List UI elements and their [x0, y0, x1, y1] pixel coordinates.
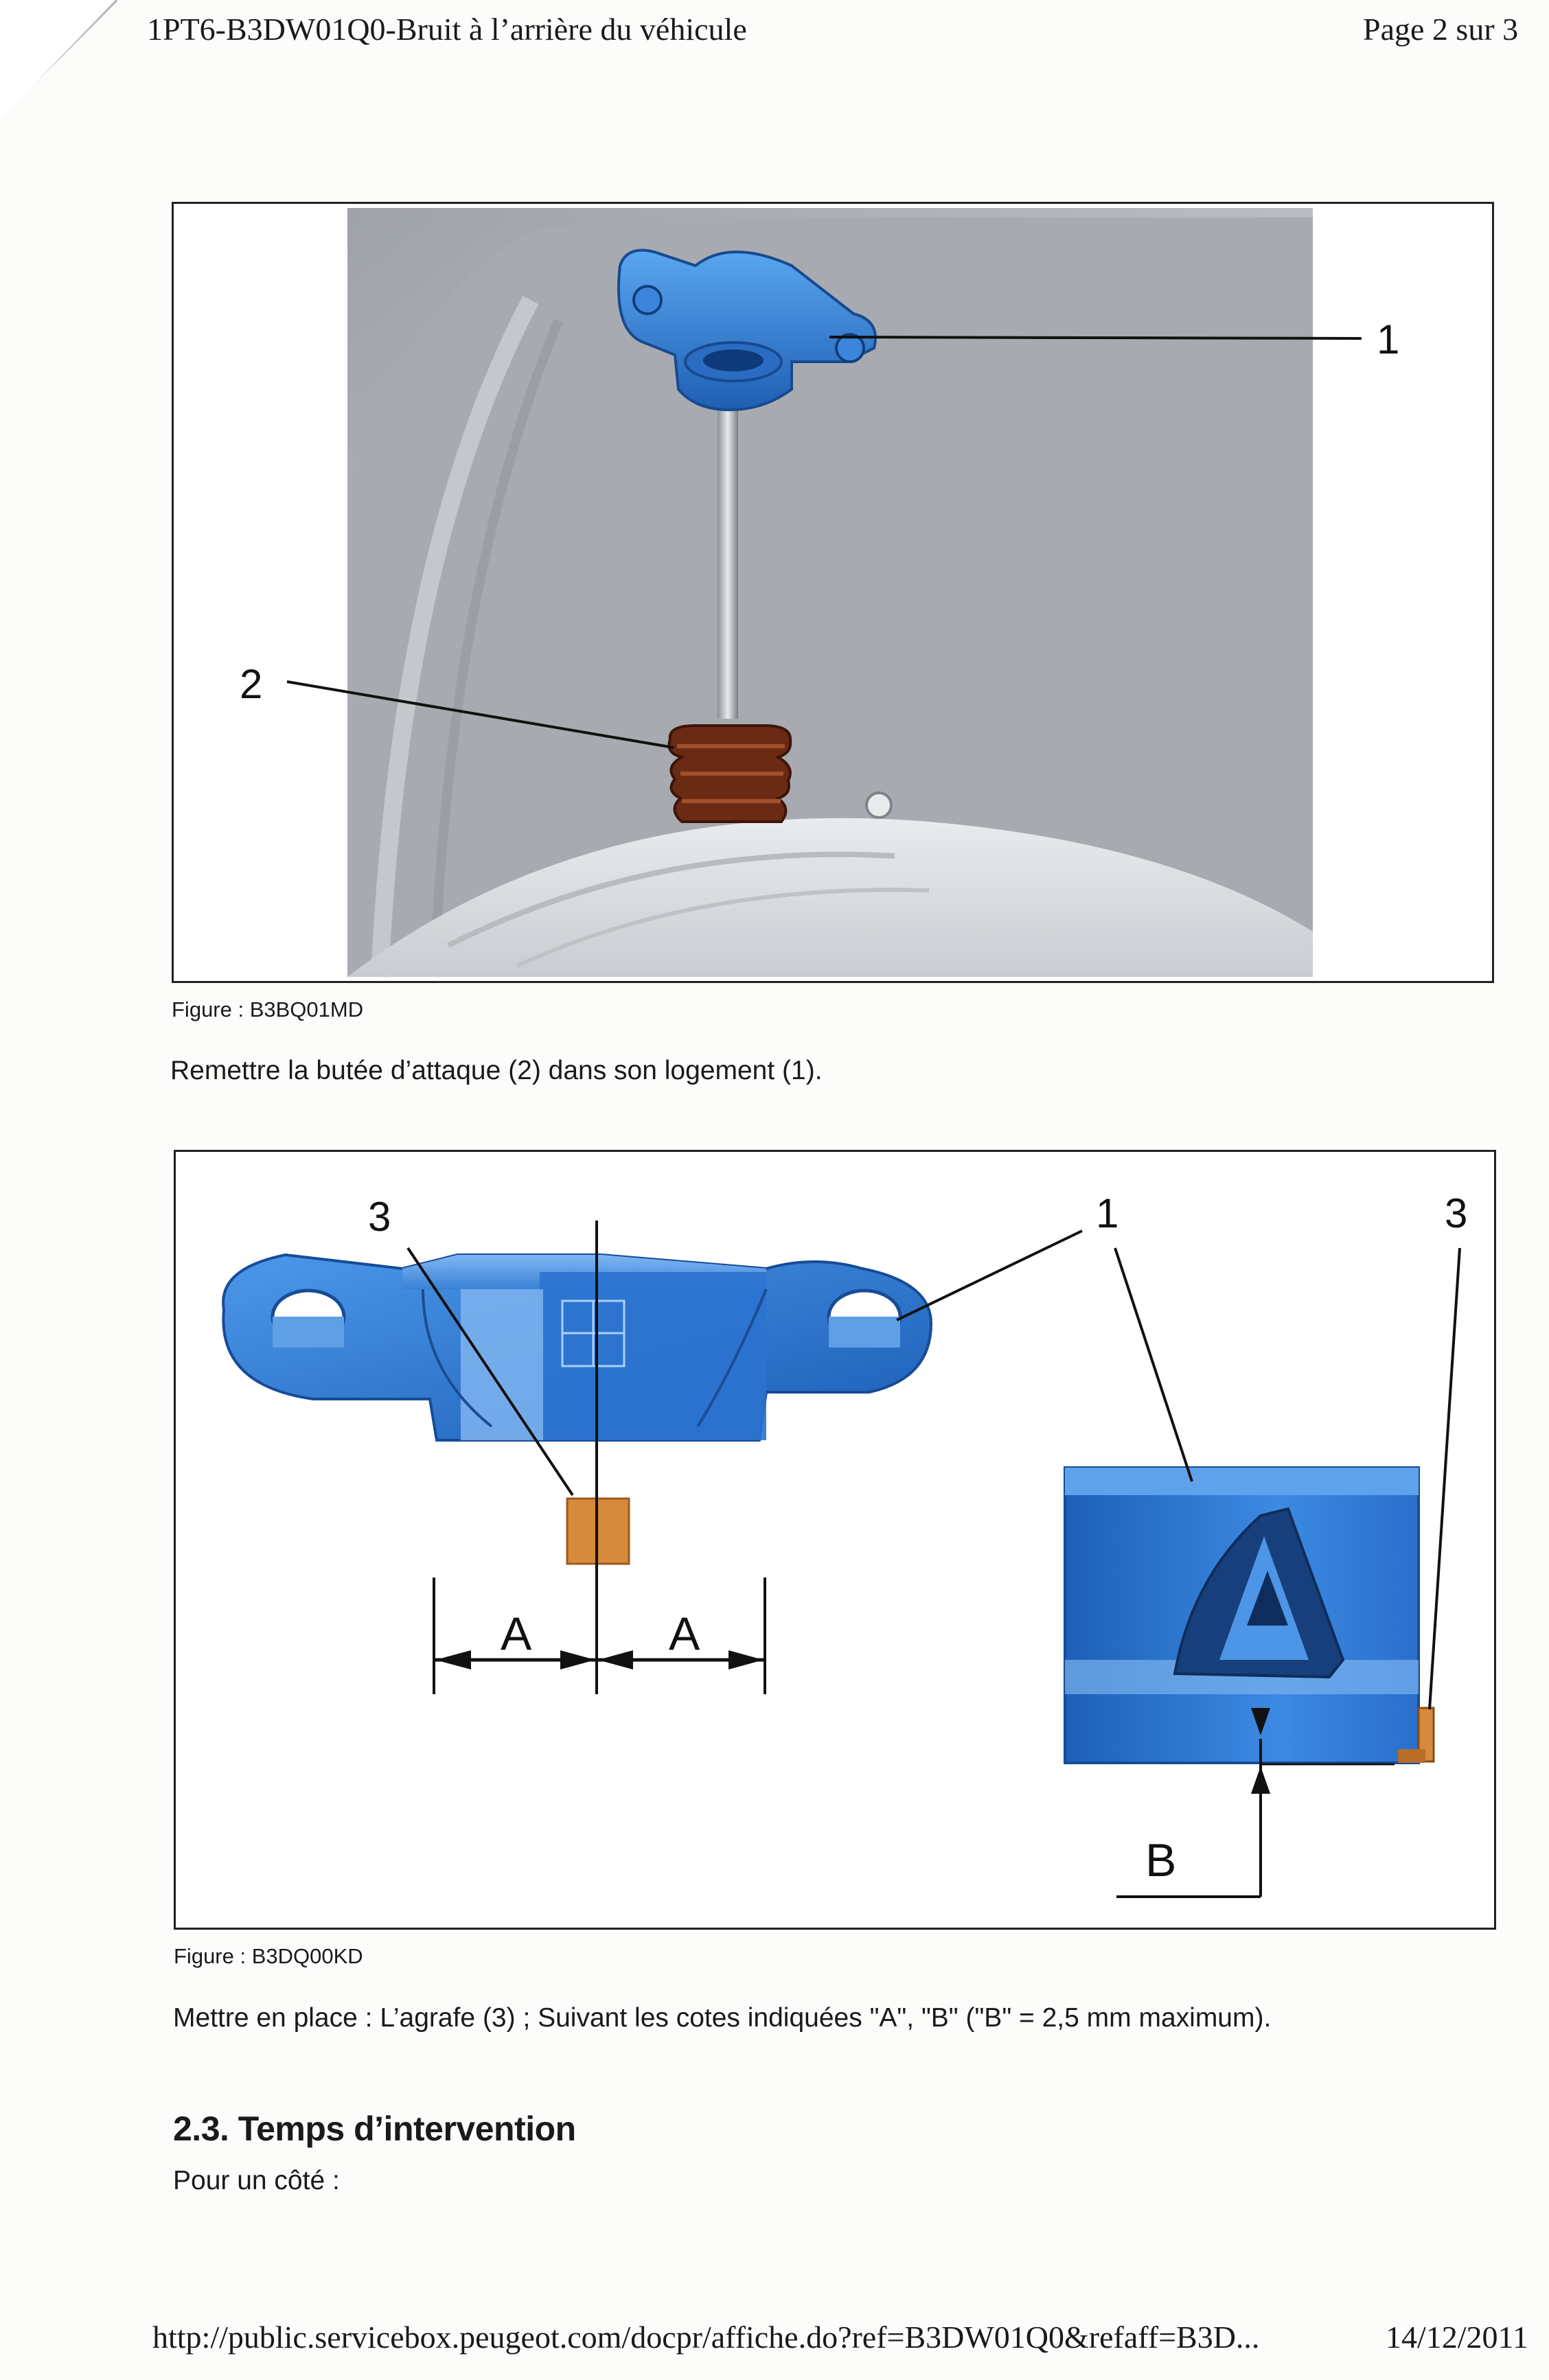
figure-2-illustration [176, 1152, 1494, 1928]
dimension-b: B [1145, 1834, 1177, 1886]
section-heading: 2.3. Temps d’intervention [173, 2110, 576, 2148]
figure-1-callout-2: 2 [240, 661, 263, 707]
footer-date: 14/12/2011 [1386, 2320, 1528, 2355]
dimension-a-right: A [669, 1608, 700, 1660]
figure-2-caption: Figure : B3DQ00KD [174, 1944, 363, 1968]
corner-fold [0, 0, 137, 130]
document-title: 1PT6-B3DW01Q0-Bruit à l’arrière du véhicule [147, 12, 747, 47]
figure-2-instruction: Mettre en place : L’agrafe (3) ; Suivant les cotes indiquées "A", "B" ("B" = 2,5 mm maximum). [173, 2003, 1272, 2033]
figure-2-frame [174, 1150, 1496, 1930]
figure-1-illustration [174, 204, 1492, 981]
figure-2-callout-3-left: 3 [368, 1194, 391, 1240]
section-text: Pour un côté : [173, 2166, 340, 2195]
figure-1-callout-1: 1 [1377, 316, 1400, 362]
figure-2-callout-1: 1 [1096, 1190, 1119, 1236]
figure-2-callout-3-right: 3 [1445, 1190, 1468, 1236]
figure-1-instruction: Remettre la butée d’attaque (2) dans son logement (1). [170, 1056, 823, 1085]
page-number: Page 2 sur 3 [1363, 12, 1519, 47]
footer-url: http://public.servicebox.peugeot.com/docpr/affiche.do?ref=B3DW01Q0&refaff=B3D... [152, 2320, 1260, 2355]
figure-1-frame [172, 202, 1494, 983]
figure-1-caption: Figure : B3BQ01MD [172, 997, 364, 1021]
dimension-a-left: A [501, 1608, 532, 1660]
